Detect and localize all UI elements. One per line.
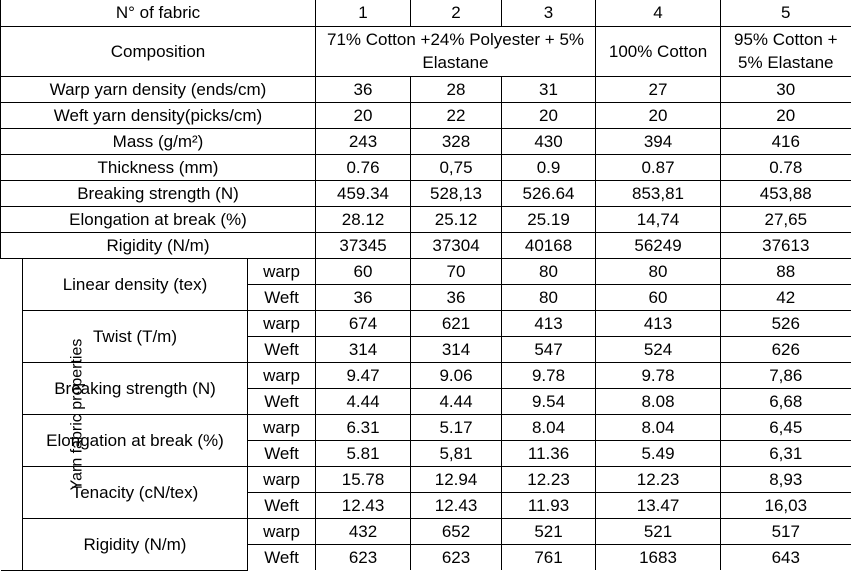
property-value: 30 [721,76,851,102]
yarn-property-value: 5.49 [596,440,721,466]
yarn-property-value: 761 [502,544,596,570]
property-label: Weft yarn density(picks/cm) [1,102,316,128]
yarn-property-value: 314 [411,336,502,362]
yarn-property-label: Twist (T/m) [23,310,248,362]
property-label: Elongation at break (%) [1,206,316,232]
yarn-property-value: 6,45 [721,414,851,440]
yarn-property-label: Linear density (tex) [23,258,248,310]
header-row [1,0,851,26]
property-value: 394 [596,128,721,154]
fabric-number: 2 [411,0,502,26]
property-value: 459.34 [316,180,411,206]
yarn-property-row [1,258,851,284]
yarn-property-value: 4.44 [316,388,411,414]
yarn-property-value: 80 [596,258,721,284]
property-value: 0.87 [596,154,721,180]
yarn-property-value: 626 [721,336,851,362]
property-value: 56249 [596,232,721,258]
fabric-property-row [1,76,851,102]
yarn-property-value: 5,81 [411,440,502,466]
property-label: Thickness (mm) [1,154,316,180]
yarn-property-value: 4.44 [411,388,502,414]
yarn-property-value: 9.06 [411,362,502,388]
property-value: 20 [316,102,411,128]
yarn-property-value: 7,86 [721,362,851,388]
yarn-property-row [1,414,851,440]
yarn-property-value: 12.23 [502,466,596,492]
yarn-property-value: 42 [721,284,851,310]
yarn-property-value: 15.78 [316,466,411,492]
property-value: 20 [721,102,851,128]
property-value: 853,81 [596,180,721,206]
yarn-property-value: 12.94 [411,466,502,492]
fabric-property-row [1,232,851,258]
yarn-property-value: 623 [411,544,502,570]
property-value: 37304 [411,232,502,258]
yarn-property-value: 6.31 [316,414,411,440]
property-value: 37613 [721,232,851,258]
property-value: 328 [411,128,502,154]
yarn-property-value: 16,03 [721,492,851,518]
yarn-property-value: 9.47 [316,362,411,388]
property-label: Warp yarn density (ends/cm) [1,76,316,102]
yarn-section-label: Yarn fabric properties [67,338,85,491]
yarn-property-value: 643 [721,544,851,570]
property-value: 430 [502,128,596,154]
yarn-direction: Weft [248,284,316,310]
composition-fabric-5: 95% Cotton + 5% Elastane [721,26,851,76]
yarn-direction: warp [248,362,316,388]
fabric-property-row [1,102,851,128]
yarn-property-value: 314 [316,336,411,362]
property-value: 27,65 [721,206,851,232]
yarn-property-value: 8.04 [502,414,596,440]
yarn-property-value: 60 [596,284,721,310]
yarn-property-value: 521 [502,518,596,544]
yarn-property-value: 526 [721,310,851,336]
yarn-direction: warp [248,310,316,336]
yarn-direction: warp [248,414,316,440]
yarn-property-row [1,518,851,544]
property-value: 243 [316,128,411,154]
fabric-property-row [1,206,851,232]
fabric-property-row [1,154,851,180]
yarn-property-value: 6,68 [721,388,851,414]
yarn-property-value: 5.17 [411,414,502,440]
yarn-property-value: 11.93 [502,492,596,518]
yarn-property-value: 524 [596,336,721,362]
yarn-property-label: Rigidity (N/m) [23,518,248,570]
yarn-property-value: 6,31 [721,440,851,466]
yarn-property-value: 80 [502,258,596,284]
yarn-direction: warp [248,466,316,492]
property-value: 20 [502,102,596,128]
yarn-direction: Weft [248,492,316,518]
composition-fabric-4: 100% Cotton [596,26,721,76]
yarn-property-value: 80 [502,284,596,310]
yarn-property-value: 413 [596,310,721,336]
yarn-property-value: 652 [411,518,502,544]
yarn-property-value: 9.54 [502,388,596,414]
property-label: Breaking strength (N) [1,180,316,206]
property-label: Mass (g/m²) [1,128,316,154]
property-value: 25.12 [411,206,502,232]
yarn-property-value: 11.36 [502,440,596,466]
yarn-property-value: 9.78 [502,362,596,388]
yarn-property-row [1,362,851,388]
yarn-property-value: 9.78 [596,362,721,388]
yarn-property-value: 517 [721,518,851,544]
yarn-direction: Weft [248,544,316,570]
yarn-property-value: 8.08 [596,388,721,414]
composition-row [1,26,851,76]
property-value: 25.19 [502,206,596,232]
property-value: 14,74 [596,206,721,232]
yarn-property-value: 621 [411,310,502,336]
fabric-number: 5 [721,0,851,26]
yarn-property-value: 36 [316,284,411,310]
yarn-property-value: 70 [411,258,502,284]
yarn-property-value: 521 [596,518,721,544]
yarn-property-row [1,466,851,492]
property-value: 528,13 [411,180,502,206]
fabric-property-row [1,180,851,206]
yarn-property-value: 60 [316,258,411,284]
yarn-section-label-cell [1,258,85,570]
yarn-property-label: Tenacity (cN/tex) [23,466,248,518]
yarn-property-value: 8.04 [596,414,721,440]
property-value: 526.64 [502,180,596,206]
yarn-direction: warp [248,518,316,544]
property-label: Rigidity (N/m) [1,232,316,258]
yarn-direction: Weft [248,336,316,362]
yarn-property-value: 12.43 [316,492,411,518]
property-value: 28.12 [316,206,411,232]
yarn-property-value: 1683 [596,544,721,570]
property-value: 27 [596,76,721,102]
composition-fabrics-1-3: 71% Cotton +24% Polyester + 5% Elastane [316,26,596,76]
composition-label: Composition [1,26,316,76]
yarn-direction: Weft [248,440,316,466]
fabric-number: 1 [316,0,411,26]
yarn-direction: warp [248,258,316,284]
yarn-property-row [1,310,851,336]
property-value: 0.9 [502,154,596,180]
yarn-property-value: 5.81 [316,440,411,466]
property-value: 0,75 [411,154,502,180]
property-value: 0.76 [316,154,411,180]
property-value: 0.78 [721,154,851,180]
yarn-property-value: 12.23 [596,466,721,492]
yarn-property-label: Breaking strength (N) [23,362,248,414]
fabric-property-row [1,128,851,154]
yarn-property-value: 432 [316,518,411,544]
yarn-direction: Weft [248,388,316,414]
header-label: N° of fabric [1,0,316,26]
yarn-property-value: 547 [502,336,596,362]
yarn-property-value: 12.43 [411,492,502,518]
yarn-property-value: 413 [502,310,596,336]
property-value: 22 [411,102,502,128]
yarn-property-value: 674 [316,310,411,336]
yarn-property-value: 13.47 [596,492,721,518]
yarn-property-label: Elongation at break (%) [23,414,248,466]
yarn-property-value: 8,93 [721,466,851,492]
property-value: 37345 [316,232,411,258]
fabric-number: 3 [502,0,596,26]
property-value: 20 [596,102,721,128]
property-value: 31 [502,76,596,102]
property-value: 453,88 [721,180,851,206]
fabric-number: 4 [596,0,721,26]
yarn-property-value: 623 [316,544,411,570]
yarn-property-value: 36 [411,284,502,310]
property-value: 28 [411,76,502,102]
property-value: 40168 [502,232,596,258]
property-value: 36 [316,76,411,102]
property-value: 416 [721,128,851,154]
yarn-property-value: 88 [721,258,851,284]
